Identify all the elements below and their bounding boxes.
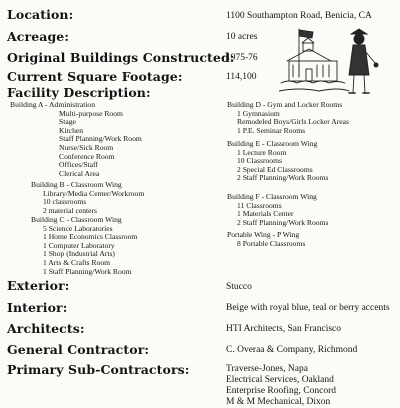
building-a-item: Conference Room (59, 151, 115, 161)
sub-contractor-1: Traverse-Jones, Napa (226, 364, 308, 374)
building-facade (289, 61, 337, 81)
building-f-block (227, 193, 328, 227)
square-footage-label: Current Square Footage: (7, 69, 183, 84)
square-footage-value: 114,100 (226, 72, 257, 82)
building-door (306, 69, 312, 81)
building-a-item: Offices/Staff (59, 160, 98, 170)
building-d-item: 1 P.E. Seminar Rooms (237, 125, 306, 135)
building-a-title: Building A - Administration (10, 100, 96, 109)
building-b-block (31, 181, 144, 215)
architects-value: HTI Architects, San Francisco (226, 324, 342, 334)
building-c-item: 1 Computer Laboratory (43, 240, 115, 250)
building-p-item: 8 Portable Classrooms (237, 238, 306, 248)
interior-value: Beige with royal blue, teal or berry accents (226, 303, 390, 313)
building-a-block (10, 101, 142, 178)
building-d-title: Building D - Gym and Locker Rooms (227, 100, 343, 109)
cupola-roof (302, 38, 314, 43)
location-label: Location: (7, 7, 74, 22)
general-contractor-label: General Contractor: (7, 342, 150, 357)
facility-description-label: Facility Description: (7, 85, 151, 100)
building-f-title: Building F - Classroom Wing (227, 192, 317, 201)
building-b-item: 2 material centers (43, 205, 97, 215)
building-e-item: 2 Staff Planning/Work Rooms (237, 173, 329, 183)
building-c-item: 1 Arts & Crafts Room (43, 257, 111, 267)
sub-contractor-2: Electrical Services, Oakland (226, 375, 334, 385)
figure-head (354, 34, 364, 44)
building-f-item: 1 Materials Center (237, 209, 294, 219)
building-a-item: Kitchen (59, 125, 84, 135)
buildings-constructed-value: 1975-76 (226, 53, 258, 63)
building-c-item: 1 Home Economics Classroom (43, 232, 138, 242)
building-c-block (31, 216, 137, 276)
exterior-label: Exterior: (7, 278, 70, 293)
school-sketch-illustration (279, 25, 383, 100)
building-p-title: Portable Wing - P Wing (227, 230, 300, 239)
sub-contractor-3: Enterprise Roofing, Concord (226, 386, 337, 396)
building-b-item: Library/Media Center/Workroom (43, 188, 145, 198)
building-p-block (227, 231, 305, 248)
sub-contractors-label: Primary Sub-Contractors: (7, 362, 190, 377)
buildings-constructed-label: Original Buildings Constructed: (7, 50, 235, 65)
building-c-item: 1 Shop (Industrial Arts) (43, 249, 115, 259)
building-e-item: 2 Special Ed Classrooms (237, 164, 313, 174)
general-contractor-value: C. Overaa & Company, Richmond (226, 345, 358, 355)
graduation-cap (351, 29, 367, 34)
building-b-title: Building B - Classroom Wing (31, 180, 122, 189)
building-e-item: 1 Lecture Room (237, 147, 287, 157)
flag (299, 30, 313, 38)
building-f-item: 11 Classrooms (237, 200, 282, 210)
building-e-title: Building E - Classroom Wing (227, 139, 318, 148)
building-d-block (227, 101, 349, 135)
building-b-item: 10 classrooms (43, 197, 87, 207)
building-d-item: 1 Gymnasium (237, 108, 280, 118)
building-a-item: Stage (59, 117, 76, 127)
building-a-item: Multi-purpose Room (59, 108, 123, 118)
building-a-item: Clerical Area (59, 168, 100, 178)
building-c-item: 1 Staff Planning/Work Room (43, 266, 132, 276)
building-e-block (227, 140, 328, 183)
building-f-item: 2 Staff Planning/Work Rooms (237, 217, 329, 227)
acreage-label: Acreage: (7, 29, 70, 44)
building-a-item: Staff Planning/Work Room (59, 134, 142, 144)
figure-body (349, 45, 369, 75)
acreage-value: 10 acres (226, 32, 258, 42)
sub-contractor-4: M & M Mechanical, Dixon (226, 397, 331, 407)
exterior-value: Stucco (226, 282, 252, 292)
building-e-item: 10 Classrooms (237, 156, 282, 166)
building-a-item: Nurse/Sick Room (59, 142, 114, 152)
architects-label: Architects: (7, 321, 85, 336)
building-c-item: 5 Science Laboratories (43, 223, 113, 233)
location-value: 1100 Southampton Road, Benicia, CA (226, 11, 372, 21)
building-d-item: Remodeled Boys/Girls Locker Areas (237, 117, 349, 127)
interior-label: Interior: (7, 300, 68, 315)
building-c-title: Building C - Classroom Wing (31, 215, 122, 224)
